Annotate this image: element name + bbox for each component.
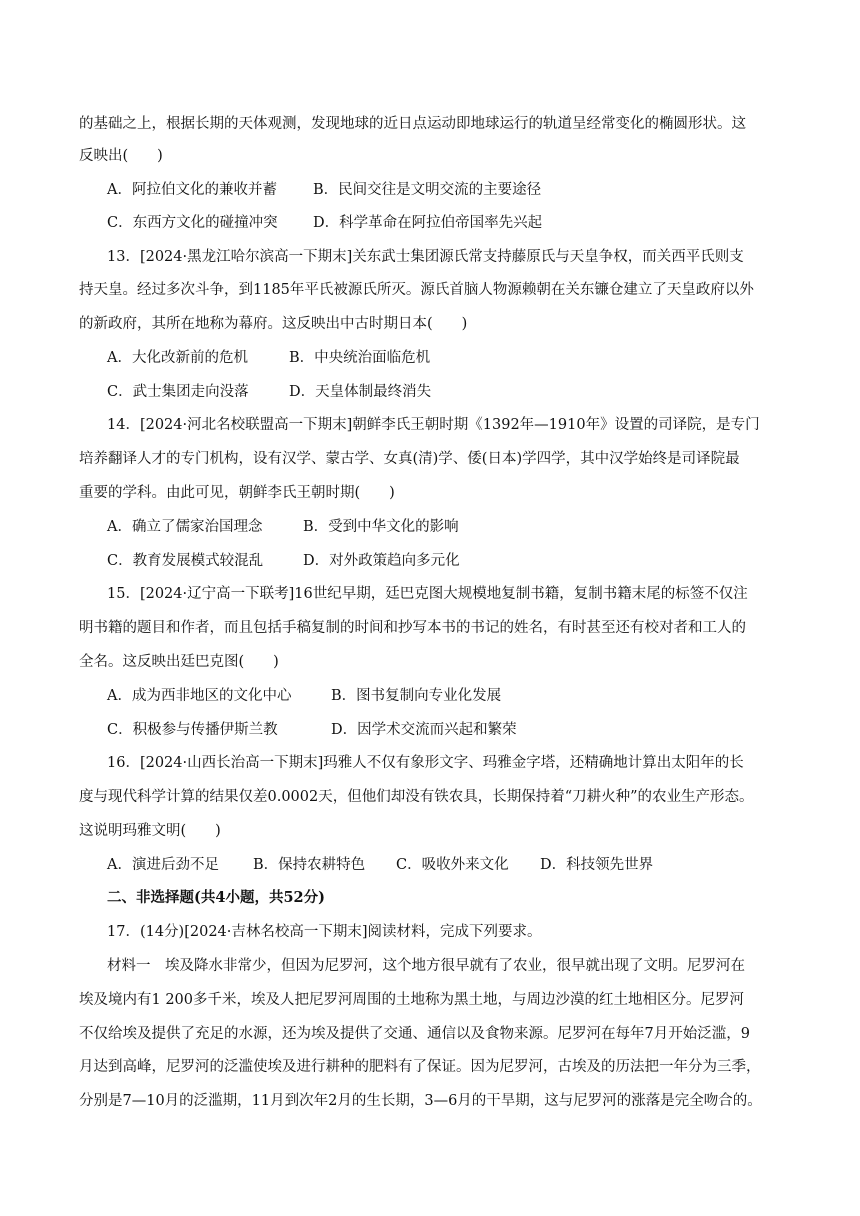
line-text: 分别是7—10月的泛滥期，11月到次年2月的生长期，3—6月的干旱期，这与尼罗河的涨落是完全吻合的。	[79, 1093, 762, 1109]
text-line	[0, 787, 860, 807]
text-line	[0, 114, 860, 134]
option-line	[0, 686, 860, 706]
line-text: 的基础之上，根据长期的天体观测，发现地球的近日点运动即地球运行的轨道呈经常变化的椭圆形状。这	[79, 116, 746, 132]
option-c: C．东西方文化的碰撞冲突	[107, 215, 278, 231]
option-b: B．民间交往是文明交流的主要途径	[313, 182, 542, 198]
text-line	[0, 483, 860, 503]
option-line	[0, 348, 860, 368]
option-b: B．受到中华文化的影响	[303, 519, 459, 535]
question-14	[0, 415, 860, 435]
text-line	[0, 821, 860, 841]
line-text: 16．[2024·山西长治高一下期末]玛雅人不仅有象形文字、玛雅金字塔，还精确地计算出太阳年的长	[107, 755, 744, 771]
text-line	[0, 314, 860, 334]
text-line	[0, 449, 860, 469]
line-text: 明书籍的题目和作者，而且包括手稿复制的时间和抄写本书的书记的姓名，有时甚至还有校对者和工人的	[79, 620, 746, 636]
option-line	[0, 180, 860, 200]
option-a: A．确立了儒家治国理念	[107, 519, 263, 535]
option-line	[0, 855, 860, 875]
option-d: D．因学术交流而兴起和繁荣	[331, 722, 517, 738]
option-d: D．对外政策趋向多元化	[303, 553, 460, 569]
line-text: 15．[2024·辽宁高一下联考]16世纪早期，廷巴克图大规模地复制书籍，复制书籍末尾的标签不仅注	[107, 586, 748, 602]
option-b: B．中央统治面临危机	[289, 350, 431, 366]
option-a: A．成为西非地区的文化中心	[107, 688, 292, 704]
question-15	[0, 584, 860, 604]
line-text: 持天皇。经过多次斗争，到1185年平氏被源氏所灭。源氏首脑人物源赖朝在关东镰仓建立了天皇政府以外	[79, 282, 754, 298]
option-b: B．图书复制向专业化发展	[331, 688, 502, 704]
line-text: 这说明玛雅文明( )	[79, 823, 221, 839]
text-line	[0, 618, 860, 638]
line-text: 材料一 埃及降水非常少，但因为尼罗河，这个地方很早就有了农业，很早就出现了文明。尼罗河在	[107, 958, 745, 974]
material-line	[0, 1024, 860, 1044]
line-text: 反映出( )	[79, 148, 163, 164]
option-d: D．科学革命在阿拉伯帝国率先兴起	[313, 215, 543, 231]
question-13	[0, 247, 860, 267]
option-line	[0, 720, 860, 740]
option-a: A．大化改新前的危机	[107, 350, 248, 366]
material-line	[0, 990, 860, 1010]
line-text: 培养翻译人才的专门机构，设有汉学、蒙古学、女真(清)学、倭(日本)学四学，其中汉学始终是司译院最	[79, 451, 740, 467]
option-line	[0, 213, 860, 233]
line-text: 度与现代科学计算的结果仅差0.0002天，但他们却没有铁农具，长期保持着“刀耕火种”的农业生产形态。	[79, 789, 754, 805]
material-line	[0, 1057, 860, 1077]
material-line	[0, 1091, 860, 1111]
option-a: A．阿拉伯文化的兼收并蓄	[107, 182, 277, 198]
text-line	[0, 280, 860, 300]
line-text: 的新政府，其所在地称为幕府。这反映出中古时期日本( )	[79, 316, 468, 332]
section-heading	[0, 888, 860, 908]
line-text: 不仅给埃及提供了充足的水源，还为埃及提供了交通、通信以及食物来源。尼罗河在每年7月开始泛滥，9	[79, 1026, 750, 1042]
option-b: B．保持农耕特色	[253, 857, 366, 873]
line-text: 17．(14分)[2024·吉林名校高一下期末]阅读材料，完成下列要求。	[107, 924, 542, 940]
section-heading-text: 二、非选择题(共4小题，共52分)	[107, 889, 325, 906]
option-c: C．武士集团走向没落	[107, 384, 249, 400]
option-d: D．科技领先世界	[540, 857, 654, 873]
text-line	[0, 146, 860, 166]
question-16	[0, 753, 860, 773]
line-text: 14．[2024·河北名校联盟高一下期末]朝鲜李氏王朝时期《1392年—1910年》设置的司译院，是专门	[107, 417, 760, 433]
option-c: C．吸收外来文化	[396, 857, 509, 873]
material-line	[0, 956, 860, 976]
option-a: A．演进后劲不足	[107, 857, 219, 873]
line-text: 13．[2024·黑龙江哈尔滨高一下期末]关东武士集团源氏常支持藤原氏与天皇争权，而关西平氏则支	[107, 249, 744, 265]
option-line	[0, 517, 860, 537]
option-line	[0, 382, 860, 402]
line-text: 重要的学科。由此可见，朝鲜李氏王朝时期( )	[79, 485, 395, 501]
option-line	[0, 551, 860, 571]
option-c: C．积极参与传播伊斯兰教	[107, 722, 278, 738]
option-c: C．教育发展模式较混乱	[107, 553, 264, 569]
line-text: 全名。这反映出廷巴克图( )	[79, 654, 279, 670]
option-d: D．天皇体制最终消失	[289, 384, 432, 400]
line-text: 月达到高峰，尼罗河的泛滥使埃及进行耕种的肥料有了保证。因为尼罗河，古埃及的历法把一年分为三季，	[79, 1059, 761, 1075]
text-line	[0, 652, 860, 672]
question-17	[0, 922, 860, 942]
line-text: 埃及境内有1 200多千米，埃及人把尼罗河周围的土地称为黑土地，与周边沙漠的红土地相区分。尼罗河	[79, 992, 745, 1008]
